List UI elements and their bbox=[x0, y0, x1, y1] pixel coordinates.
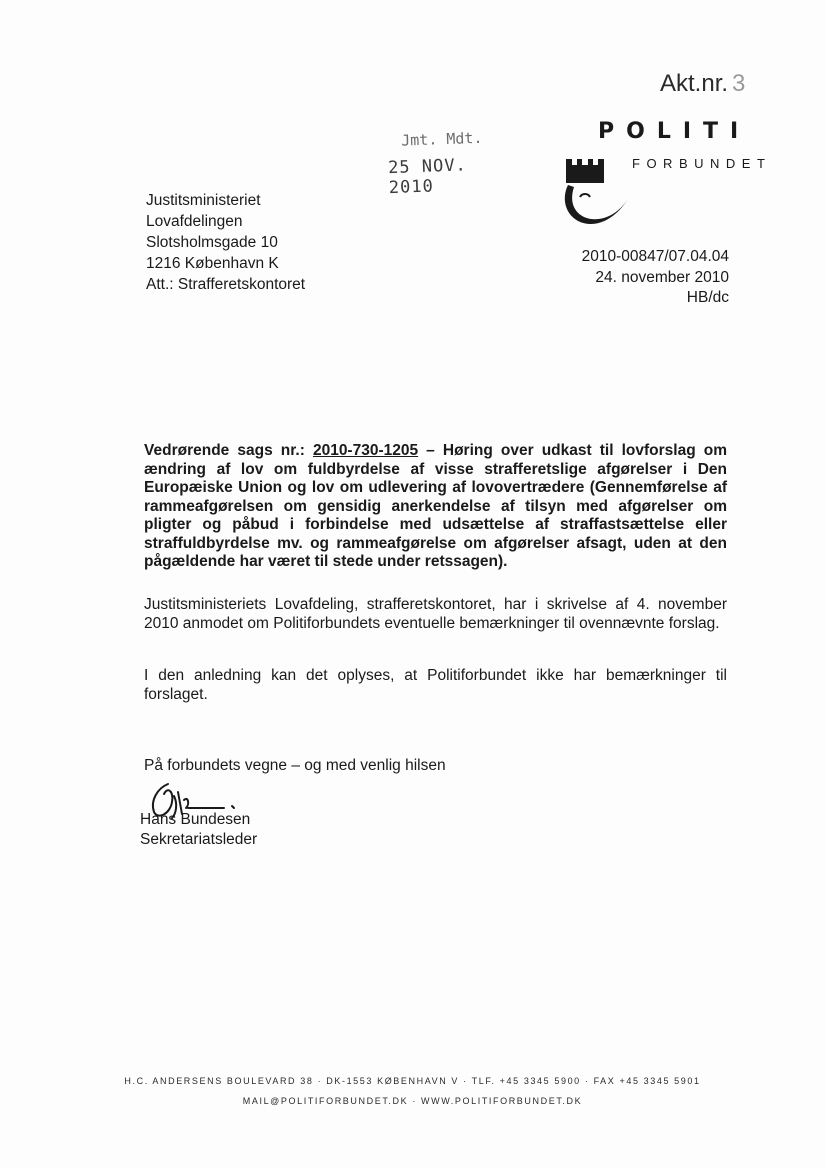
closing-greeting: På forbundets vegne – og med venlig hilsen bbox=[144, 757, 446, 774]
stamp-office: Jmt. Mdt. bbox=[400, 128, 483, 150]
body-paragraph: I den anledning kan det oplyses, at Politiforbundet ikke har bemærkninger til forslaget. bbox=[144, 667, 727, 703]
subject-heading bbox=[144, 442, 727, 572]
letter-date: 24. november 2010 bbox=[595, 268, 729, 286]
footer-contact: MAIL@POLITIFORBUNDET.DK · WWW.POLITIFORBUNDET.DK bbox=[242, 1096, 583, 1106]
logo-subtitle: FORBUNDET bbox=[632, 156, 772, 171]
subject-prefix: Vedrørende sags nr.: bbox=[144, 442, 313, 459]
politiforbundet-logo-icon bbox=[558, 155, 638, 233]
initials: HB/dc bbox=[686, 289, 729, 306]
subject-text: – Høring over udkast til lovforslag om ændring af lov om fuldbyrdelse af visse strafferetslige afgørelser i Den Europæiske Union og lov om udlevering af lovovertrædere (Gennemførelse af rammeafgørelsen om gensidig anerkendelse af tilsyn med afgørelser om pligter og påbud i forbindelse med udsættelse af straffastsættelse eller straffuldbyrdelse mv. og rammeafgørelse om afgørelser afsagt, uden at den pågældende har været til stede under retssagen). bbox=[144, 442, 727, 570]
signer-block bbox=[140, 810, 257, 850]
recipient-line: 1216 København K bbox=[146, 255, 279, 272]
letterhead-footer bbox=[0, 1071, 825, 1111]
logo-wordmark: POLITI bbox=[598, 119, 751, 144]
stamp-date: 25 NOV. 2010 bbox=[387, 155, 468, 199]
reference-block bbox=[582, 247, 729, 309]
received-stamp bbox=[387, 128, 509, 198]
signer-title: Sekretariatsleder bbox=[140, 831, 258, 848]
akt-number: 3 bbox=[732, 70, 746, 97]
recipient-line: Slotsholmsgade 10 bbox=[146, 234, 278, 251]
akt-label: Akt.nr. bbox=[660, 70, 729, 97]
footer-address: H.C. ANDERSENS BOULEVARD 38 · DK-1553 KØBENHAVN V · TLF. +45 3345 5900 · FAX +45 3345 5901 bbox=[124, 1076, 701, 1086]
body-paragraph: Justitsministeriets Lovafdeling, strafferetskontoret, har i skrivelse af 4. november 2010 anmodet om Politiforbundets eventuelle bemærkninger til ovennævnte forslag. bbox=[144, 596, 727, 632]
recipient-line: Justitsministeriet bbox=[146, 192, 261, 209]
signer-name: Hans Bundesen bbox=[140, 811, 251, 828]
case-number: 2010-730-1205 bbox=[312, 442, 419, 459]
reference-number: 2010-00847/07.04.04 bbox=[581, 248, 729, 265]
recipient-line: Att.: Strafferetskontoret bbox=[146, 276, 306, 293]
akt-number-stamp bbox=[660, 70, 745, 98]
recipient-address bbox=[146, 190, 305, 295]
recipient-line: Lovafdelingen bbox=[146, 213, 243, 230]
